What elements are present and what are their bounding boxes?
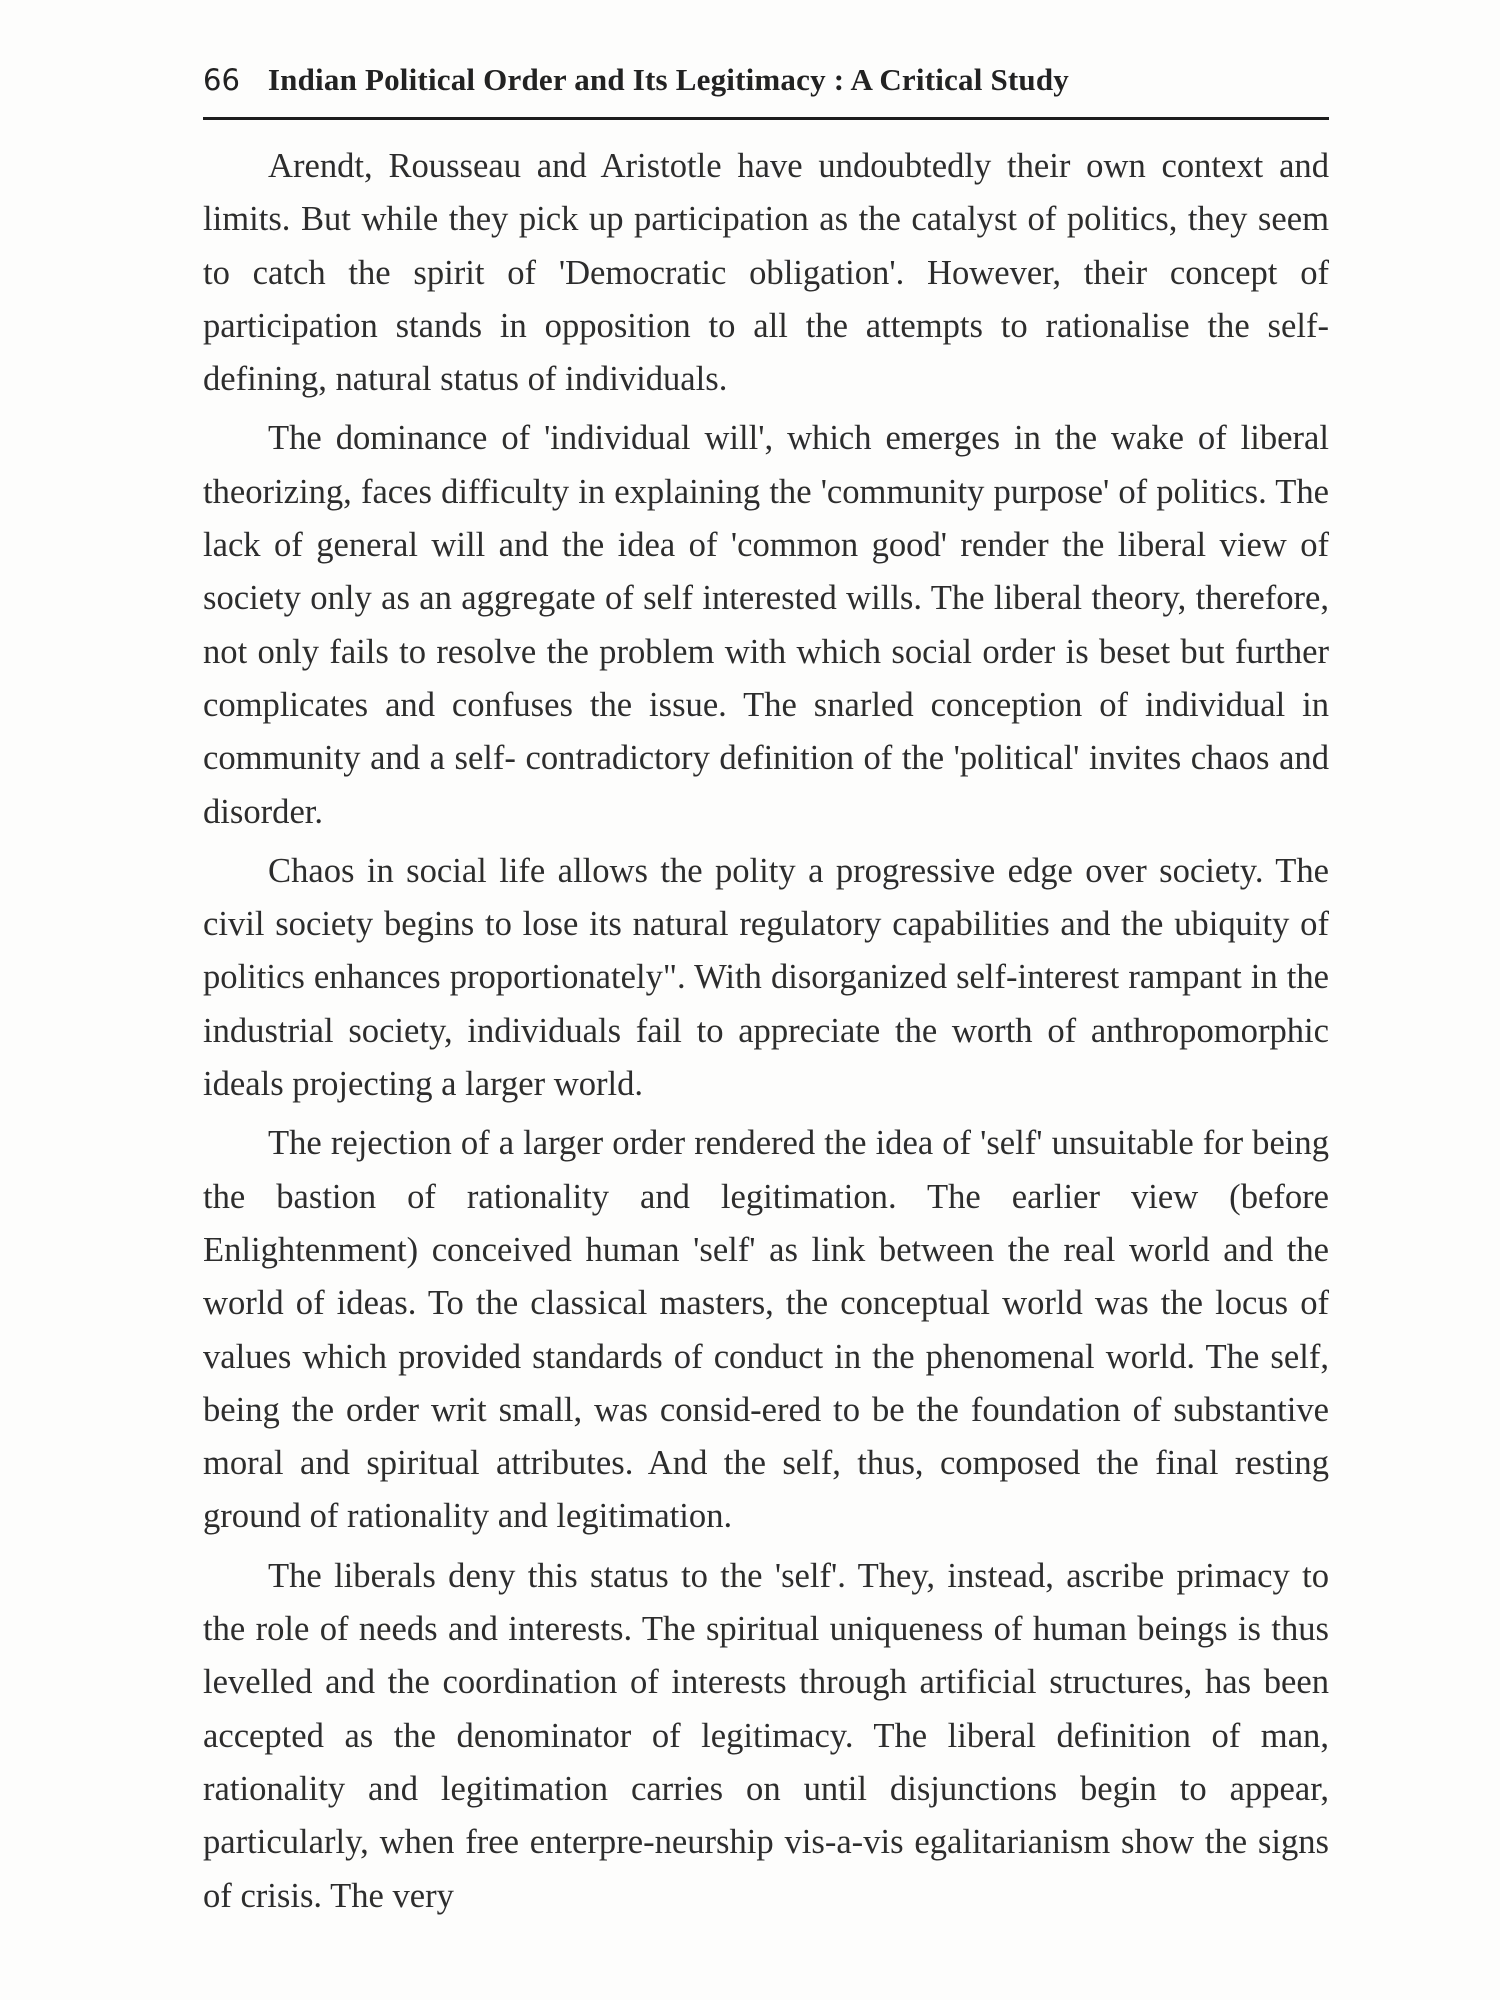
- page-number: 66: [203, 63, 240, 97]
- body-text: [203, 140, 1329, 1929]
- paragraph: Chaos in social life allows the polity a progressive edge over society. The civil society begins to lose its natural regulatory capabilities and the ubiquity of politics enhances proportionately". With disorganized self-interest rampant in the industrial society, individuals fail to appreciate the worth of anthropomorphic ideals projecting a larger world.: [203, 851, 1329, 1104]
- paragraph: The rejection of a larger order rendered the idea of 'self' unsuitable for being the bastion of rationality and legitimation. The earlier view (before Enlightenment) conceived human 'self' as link between the real world and the world of ideas. To the classical masters, the conceptual world was the locus of values which provided standards of conduct in the phenomenal world. The self, being the order writ small, was consid-ered to be the foundation of substantive moral and spiritual attributes. And the self, thus, composed the final resting ground of rationality and legitimation.: [203, 1124, 1329, 1536]
- page-header: [203, 62, 1329, 112]
- header-rule: [203, 117, 1329, 120]
- running-title: Indian Political Order and Its Legitimacy : A Critical Study: [267, 62, 1069, 97]
- paragraph: The liberals deny this status to the 'self'. They, instead, ascribe primacy to the role of needs and interests. The spiritual uniqueness of human beings is thus levelled and the coordination of interests through artificial structures, has been accepted as the denominator of legitimacy. The liberal definition of man, rationality and legitimation carries on until disjunctions begin to appear, particularly, when free enterpre-neurship vis-a-vis egalitarianism show the signs of crisis. The very: [203, 1556, 1329, 1915]
- paragraph: The dominance of 'individual will', which emerges in the wake of liberal theorizing, faces difficulty in explaining the 'community purpose' of politics. The lack of general will and the idea of 'common good' render the liberal view of society only as an aggregate of self interested wills. The liberal theory, therefore, not only fails to resolve the problem with which social order is beset but further complicates and confuses the issue. The snarled conception of individual in community and a self- contradictory definition of the 'political' invites chaos and disorder.: [203, 419, 1329, 831]
- paragraph: Arendt, Rousseau and Aristotle have undoubtedly their own context and limits. But while they pick up participation as the catalyst of politics, they seem to catch the spirit of 'Democratic obligation'. However, their concept of participation stands in opposition to all the attempts to rationalise the self-defining, natural status of individuals.: [203, 147, 1329, 399]
